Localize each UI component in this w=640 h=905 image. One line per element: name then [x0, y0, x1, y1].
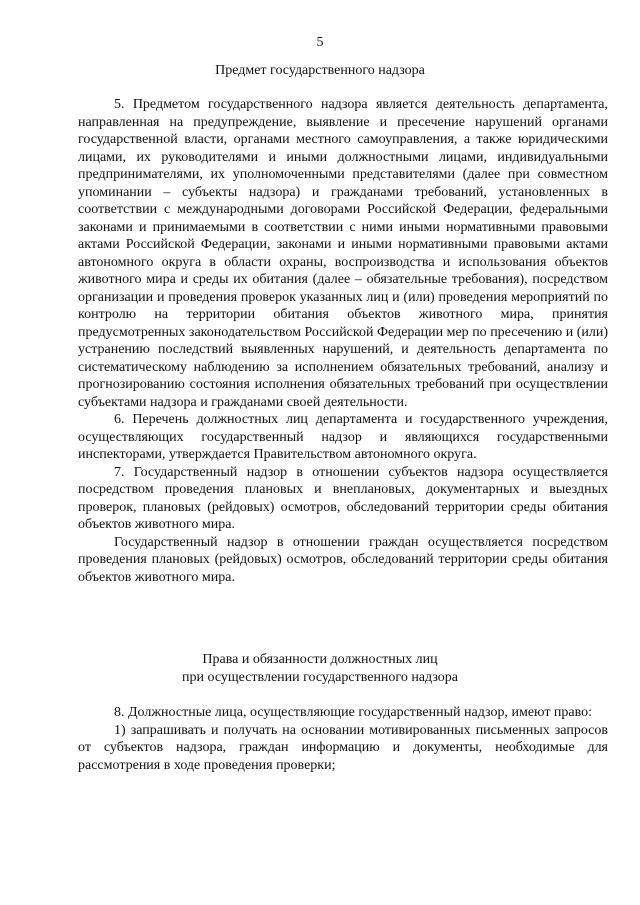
section-body-rights-and-duties — [78, 704, 608, 774]
section-title-subject-of-supervision: Предмет государственного надзора — [215, 63, 425, 78]
section-title-line-2: при осуществлении государственного надзора — [182, 670, 458, 685]
paragraph-8: 8. Должностные лица, осуществляющие государственный надзор, имеют право: — [114, 705, 593, 720]
paragraph-8-item-1: 1) запрашивать и получать на основании мотивированных письменных запросов от субъектов надзора, граждан информацию и документы, необходимые для рассмотрения в ходе проведения проверки; — [78, 722, 608, 773]
section-body-subject-of-supervision — [78, 96, 608, 586]
page-number: 5 — [316, 35, 324, 50]
paragraph-7-citizens: Государственный надзор в отношении граждан осуществляется посредством проведения плановых (рейдовых) осмотров, обследований территории среды обитания объектов животного мира. — [78, 534, 608, 585]
section-title-rights-and-duties — [0, 651, 640, 687]
paragraph-5: 5. Предметом государственного надзора является деятельность департамента, направленная на предупреждение, выявление и пресечение нарушений органами государственной власти, органами местного самоуправления, а также юридическими лицами, их руководителями и иными должностными лицами, индивидуальными предпринимателями, их уполномоченными представителями (далее при совместном упоминании – субъекты надзора) и гражданами требований, установленных в соответствии с международными договорами Российской Федерации, федеральными законами и принимаемыми в соответствии с ними иными нормативными правовыми актами Российской Федерации, законами и иными нормативными правовыми актами автономного округа в области охраны, воспроизводства и использования объектов животного мира и среды их обитания (далее – обязательные требования), посредством организации и проведения проверок указанных лиц и (или) проведения мероприятий по контролю на территории обитания объектов животного мира, принятия предусмотренных законодательством Российской Федерации мер по пресечению и (или) устранению последствий выявленных нарушений, и деятельность департамента по систематическому наблюдению за исполнением обязательных требований, анализу и прогнозированию состояния исполнения обязательных требований при осуществлении субъектами надзора и гражданами своей деятельности. — [78, 97, 608, 410]
paragraph-6: 6. Перечень должностных лиц департамента и государственного учреждения, осуществляющих государственный надзор и являющихся государственными инспекторами, утверждается Правительством автономного округа. — [78, 412, 608, 462]
section-title-line-1: Права и обязанности должностных лиц — [202, 652, 438, 667]
paragraph-7: 7. Государственный надзор в отношении субъектов надзора осуществляется посредством проведения плановых и внеплановых, документарных и выездных проверок, плановых (рейдовых) осмотров, обследований территории среды обитания объектов животного мира. — [78, 464, 608, 532]
